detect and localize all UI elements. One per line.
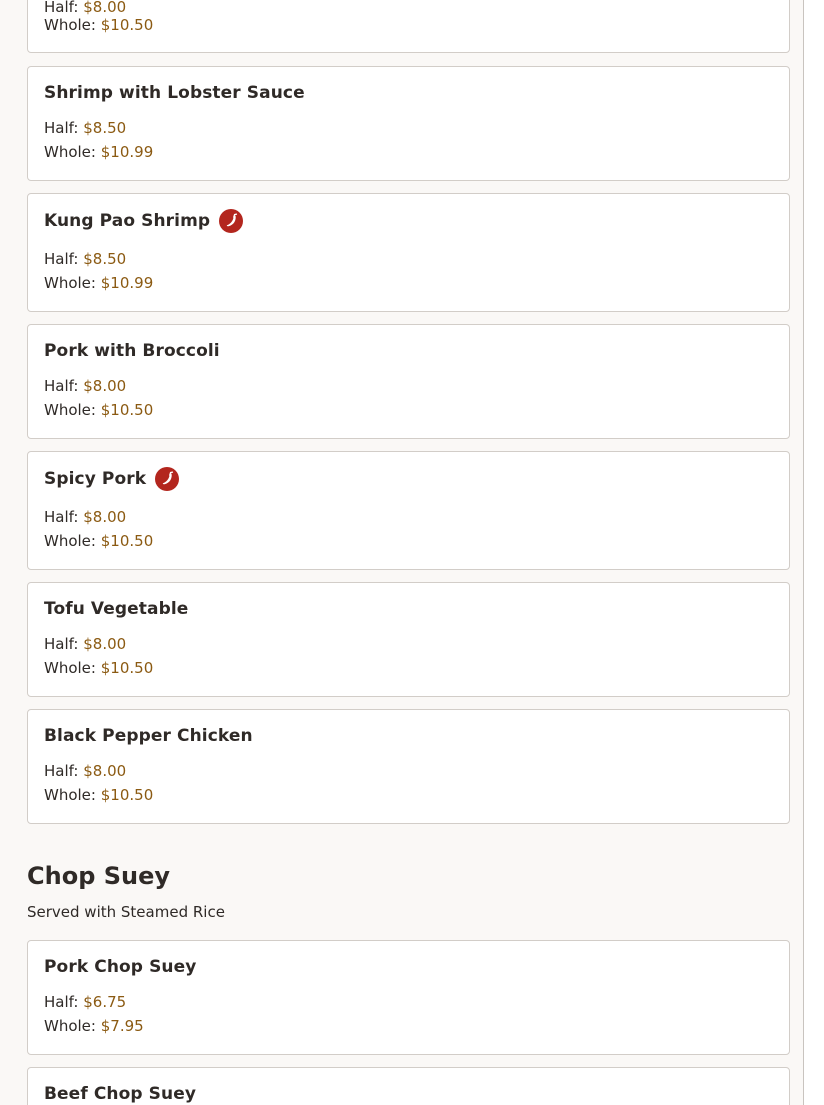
half-price-line: [44, 250, 126, 268]
section-title: Chop Suey: [27, 862, 171, 890]
whole-label: Whole:: [44, 401, 96, 419]
item-name: Beef Chop Suey: [44, 1084, 197, 1104]
whole-price-line: [44, 532, 153, 550]
item-name: Tofu Vegetable: [44, 599, 189, 619]
item-name: Black Pepper Chicken: [44, 726, 253, 746]
menu-item-card[interactable]: [27, 324, 790, 439]
menu-item-card[interactable]: [27, 193, 790, 312]
menu-item-card[interactable]: [27, 582, 790, 697]
whole-price-line: [44, 1017, 144, 1035]
half-label: Half:: [44, 635, 79, 653]
half-price: $8.50: [83, 119, 127, 137]
menu-item-card[interactable]: [27, 0, 790, 53]
section-subtitle: Served with Steamed Rice: [27, 903, 225, 921]
item-name: Pork with Broccoli: [44, 341, 220, 361]
half-price-line: [44, 762, 126, 780]
half-price-line: [44, 0, 126, 16]
half-price: $8.00: [83, 762, 127, 780]
whole-price-line: [44, 659, 153, 677]
half-price: $8.00: [83, 377, 127, 395]
whole-label: Whole:: [44, 274, 96, 292]
whole-price-line: [44, 274, 153, 292]
half-price-line: [44, 635, 126, 653]
whole-label: Whole:: [44, 16, 96, 34]
half-price: $8.00: [83, 508, 127, 526]
half-price: $8.50: [83, 250, 127, 268]
half-label: Half:: [44, 119, 79, 137]
whole-price: $10.99: [100, 143, 154, 161]
whole-label: Whole:: [44, 532, 96, 550]
half-price-line: [44, 119, 126, 137]
half-price-line: [44, 993, 126, 1011]
item-name-row: [44, 467, 179, 491]
chili-pepper-icon: [219, 209, 243, 233]
half-price-line: [44, 377, 126, 395]
item-name: Pork Chop Suey: [44, 957, 197, 977]
whole-label: Whole:: [44, 143, 96, 161]
whole-price-line: [44, 16, 153, 34]
whole-price: $10.50: [100, 16, 154, 34]
whole-price: $7.95: [100, 1017, 144, 1035]
item-name: Kung Pao Shrimp: [44, 211, 211, 231]
half-price: $6.75: [83, 993, 127, 1011]
half-price: $8.00: [83, 0, 127, 16]
whole-label: Whole:: [44, 659, 96, 677]
half-label: Half:: [44, 762, 79, 780]
whole-price: $10.50: [100, 532, 154, 550]
menu-item-card[interactable]: [27, 709, 790, 824]
half-label: Half:: [44, 0, 79, 16]
whole-price-line: [44, 786, 153, 804]
half-label: Half:: [44, 377, 79, 395]
half-price-line: [44, 508, 126, 526]
whole-label: Whole:: [44, 1017, 96, 1035]
half-label: Half:: [44, 508, 79, 526]
menu-item-card[interactable]: [27, 66, 790, 181]
half-label: Half:: [44, 250, 79, 268]
whole-label: Whole:: [44, 786, 96, 804]
half-price: $8.00: [83, 635, 127, 653]
item-name: Spicy Pork: [44, 469, 147, 489]
whole-price-line: [44, 401, 153, 419]
whole-price-line: [44, 143, 153, 161]
whole-price: $10.99: [100, 274, 154, 292]
whole-price: $10.50: [100, 401, 154, 419]
menu-item-card[interactable]: [27, 940, 790, 1055]
half-label: Half:: [44, 993, 79, 1011]
item-name: Shrimp with Lobster Sauce: [44, 83, 305, 103]
chili-pepper-icon: [155, 467, 179, 491]
menu-item-card[interactable]: [27, 451, 790, 570]
item-name-row: [44, 209, 243, 233]
whole-price: $10.50: [100, 786, 154, 804]
whole-price: $10.50: [100, 659, 154, 677]
menu-item-card[interactable]: [27, 1067, 790, 1105]
